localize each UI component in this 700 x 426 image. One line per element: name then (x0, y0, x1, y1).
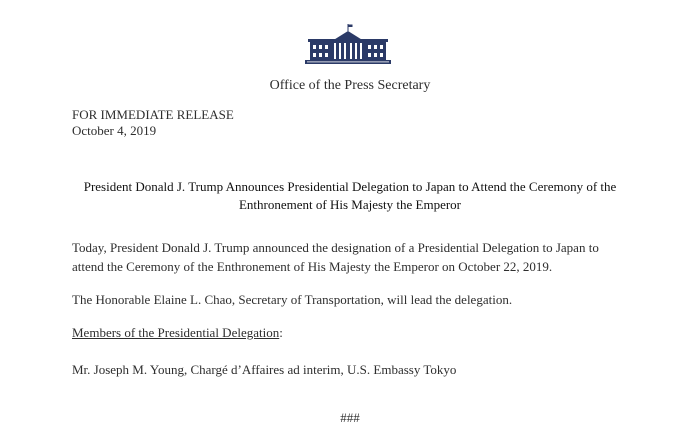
office-title: Office of the Press Secretary (269, 78, 431, 93)
release-label: FOR IMMEDIATE RELEASE (72, 107, 234, 122)
end-mark: ### (340, 410, 360, 425)
members-heading-colon: : (279, 325, 283, 340)
headline (60, 178, 640, 214)
release-info (72, 107, 234, 139)
member-item: Mr. Joseph M. Young, Chargé d’Affaires ad interim, U.S. Embassy Tokyo (72, 362, 457, 377)
headline-line-2: Enthronement of His Majesty the Emperor (238, 197, 462, 212)
white-house-icon (305, 24, 391, 66)
members-heading-text: Members of the Presidential Delegation (72, 325, 280, 340)
body-paragraph-1: Today, President Donald J. Trump announced the designation of a Presidential Delegation to Japan to attend the Ceremony of the Enthronement of His Majesty the Emperor on October 22, 2019. (72, 240, 599, 274)
members-heading (72, 325, 283, 341)
release-date: October 4, 2019 (72, 123, 157, 138)
body-paragraph-2: The Honorable Elaine L. Chao, Secretary of Transportation, will lead the delegation. (72, 292, 513, 307)
headline-line-1: President Donald J. Trump Announces Presidential Delegation to Japan to Attend the Ceremony of the (83, 179, 617, 194)
